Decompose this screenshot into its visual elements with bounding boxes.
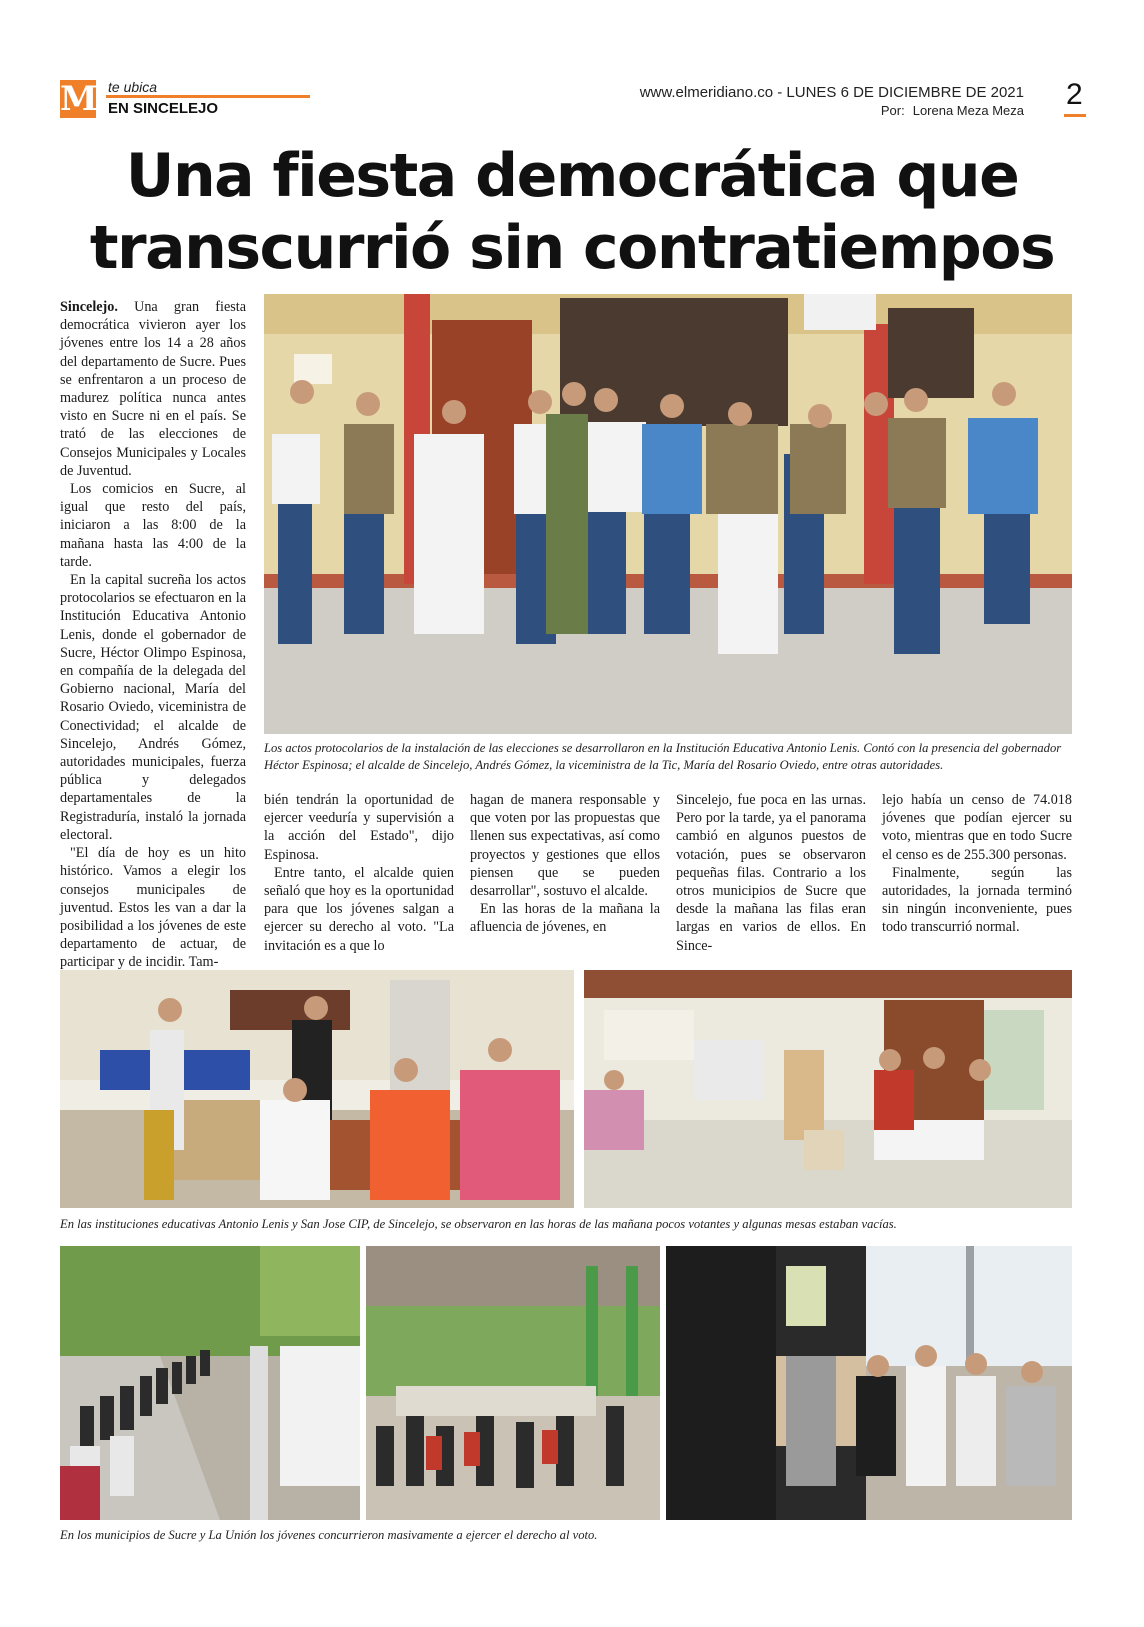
paragraph: Sincelejo, fue poca en las urnas. Pero por la tarde, ya el panorama cambió en algunos puestos de votación, pues se observaron pequeñas filas. Contrario a los otros municipios de Sucre que desde la mañana las filas eran largas en varios de ellos. En Since-: [676, 792, 866, 954]
article-column-4: [676, 791, 866, 955]
section-kicker: te ubica: [108, 79, 158, 95]
paragraph: Una gran fiesta democrática vivieron ayer los jóvenes entre los 14 a 28 años del departamento de Sucre. Pues se enfrentaron a un proceso de madurez política nunca antes visto en Sucre ni en el país. Se trató de las elecciones de Consejos Municipales y Locales de Juventud.: [60, 299, 246, 479]
middle-row-caption: En las instituciones educativas Antonio Lenis y San Jose CIP, de Sincelejo, se observaron en las horas de las mañana pocos votantes y algunas mesas estaban vacías.: [60, 1217, 897, 1231]
section-rule: [106, 95, 310, 98]
section-name: EN SINCELEJO: [108, 100, 219, 117]
paragraph: En las horas de la mañana la afluencia de jóvenes, en: [470, 901, 660, 936]
article-column-3: [470, 791, 660, 937]
paragraph: lejo había un censo de 74.018 jóvenes que podían ejercer su voto, mientras que en todo Sucre el censo es de 255.300 personas.: [882, 792, 1072, 863]
article-column-2: [264, 791, 454, 955]
paragraph: bién tendrán la oportunidad de ejercer veeduría y supervisión a la acción del Estado", dijo Espinosa.: [264, 792, 454, 863]
photo-covered-yard-crowd: [366, 1246, 660, 1520]
byline: [873, 103, 1024, 118]
dateline-place: Sincelejo.: [60, 299, 118, 315]
headline: [40, 140, 1104, 284]
paragraph: Los comicios en Sucre, al igual que resto del país, iniciaron a las 8:00 de la mañana hasta las 4:00 de la tarde.: [60, 481, 246, 570]
paragraph: Entre tanto, el alcalde quien señaló que hoy es la oportunidad para que los jóvenes salgan a ejercer su derecho al voto. "La invitación es a que lo: [264, 864, 454, 954]
headline-line-2: transcurrió sin contratiempos: [89, 213, 1055, 283]
photo-empty-classroom: [584, 970, 1072, 1208]
byline-author: Lorena Meza Meza: [912, 103, 1024, 118]
paragraph: "El día de hoy es un hito histórico. Vamos a elegir los consejos municipales de juventud. Estos les van a dar la posibilidad a los jóvenes de este departamento de actuar, de participar y de incidir. Tam-: [60, 845, 246, 971]
paragraph: En la capital sucreña los actos protocolarios se efectuaron en la Institución Educativa Antonio Lenis, donde el gobernador de Sucre, Héctor Olimpo Espinosa, en compañía de la delegada del Gobierno nacional, María del Rosario Oviedo, viceministra de Conectividad; el alcalde de Sincelejo, Andrés Gómez, autoridades municipales, fuerza pública y delegados departamentales de la Registraduría, instaló la jornada electoral.: [60, 572, 246, 843]
page-number-rule: [1064, 114, 1086, 117]
paragraph: Finalmente, según las autoridades, la jornada terminó sin ningún inconveniente, pues todo transcurrió normal.: [882, 864, 1072, 936]
bottom-row-caption: En los municipios de Sucre y La Unión los jóvenes concurrieron masivamente a ejercer el derecho al voto.: [60, 1528, 598, 1542]
paragraph: hagan de manera responsable y que voten por las propuestas que llenen sus expectativas, así como proyectos y gestiones que ellos piensen que se pueden desarrollar", sostuvo el alcalde.: [470, 792, 660, 900]
photo-voting-table: [60, 970, 574, 1208]
dateline: www.elmeridiano.co - LUNES 6 DE DICIEMBRE DE 2021: [639, 84, 1024, 101]
headline-line-1: Una fiesta democrática que: [125, 141, 1019, 211]
photo-polling-entrance: [666, 1246, 1072, 1520]
photo-long-queue: [60, 1246, 360, 1520]
newspaper-logo: M: [60, 79, 98, 119]
byline-label: Por:: [880, 103, 905, 118]
article-column-5: [882, 791, 1072, 937]
main-photo-officials: [264, 294, 1072, 734]
page-number: 2: [1066, 78, 1083, 111]
main-photo-caption: Los actos protocolarios de la instalación de las elecciones se desarrollaron en la Institución Educativa Antonio Lenis. Contó con la presencia del gobernador Héctor Espinosa; el alcalde de Sincelejo, Andrés Gómez, la viceministra de la Tic, María del Rosario Oviedo, entre otras autoridades.: [264, 741, 1062, 772]
article-column-1: [60, 298, 246, 972]
